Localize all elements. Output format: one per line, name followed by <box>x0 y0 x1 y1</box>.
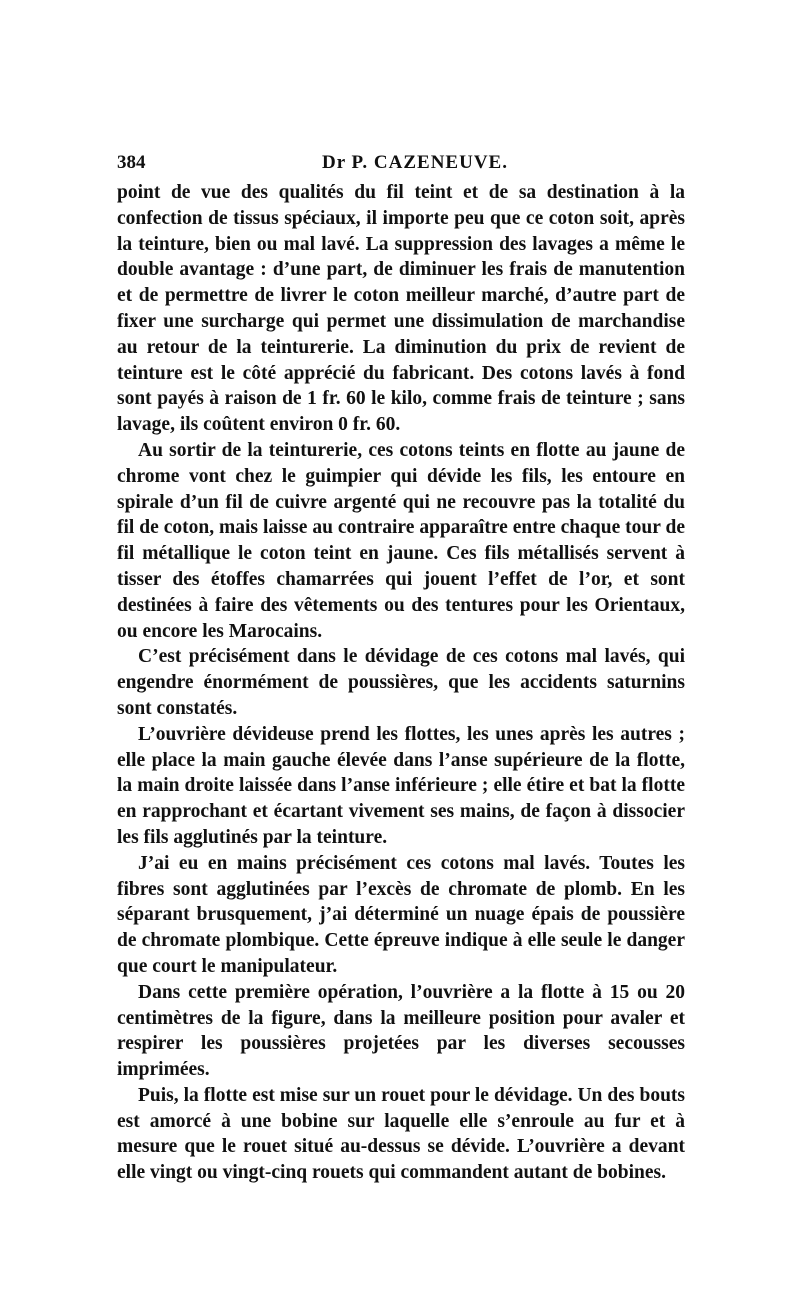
paragraph: Puis, la flotte est mise sur un rouet pour le dévidage. Un des bouts est amorcé à une bobine sur laquelle elle s’enroule au fur et à mesure que le rouet situé au-dessus se dévide. L’ouvrière a devant elle vingt ou vingt-cinq rouets qui commandent autant de bobines. <box>117 1084 685 1184</box>
paragraph: J’ai eu en mains précisément ces cotons mal lavés. Toutes les fibres sont agglutinées par l’excès de chromate de plomb. En les séparant brusquement, j’ai déterminé un nuage épais de poussière de chromate plombique. Cette épreuve indique à elle seule le danger que court le manipulateur. <box>117 852 685 977</box>
running-head <box>117 150 685 176</box>
paragraph: L’ouvrière dévideuse prend les flottes, les unes après les autres ; elle place la main gauche élevée dans l’anse supérieure de la flotte, la main droite laissée dans l’anse inférieure ; elle étire et bat la flotte en rapprochant et écartant vivement ses mains, de façon à dissocier les fils agglutinés par la teinture. <box>117 723 685 848</box>
paragraph-continued: point de vue des qualités du fil teint et de sa destination à la confection de tissus spéciaux, il importe peu que ce coton soit, après la teinture, bien ou mal lavé. La suppression des lavages a même le double avantage : d’une part, de diminuer les frais de manutention et de permettre de livrer le coton meilleur marché, d’autre part de fixer une surcharge qui permet une dissimulation de marchandise au retour de la teinturerie. La diminution du prix de revient de teinture est le côté apprécié du fabricant. Des cotons lavés à fond sont payés à raison de 1 fr. 60 le kilo, comme frais de teinture ; sans lavage, ils coûtent environ 0 fr. 60. <box>117 182 685 436</box>
paragraph: C’est précisément dans le dévidage de ces cotons mal lavés, qui engendre énormément de poussières, que les accidents saturnins sont constatés. <box>117 646 685 719</box>
running-head-author: Dr P. CAZENEUVE. <box>322 152 508 173</box>
body-text <box>117 180 685 1186</box>
paragraph: Au sortir de la teinturerie, ces cotons teints en flotte au jaune de chrome vont chez le guimpier qui dévide les fils, les entoure en spirale d’un fil de cuivre argenté qui ne recouvre pas la totalité du fil de coton, mais laisse au contraire apparaître entre chaque tour de fil métallique le coton teint en jaune. Ces fils métallisés servent à tisser des étoffes chamarrées qui jouent l’effet de l’or, et sont destinées à faire des vêtements ou des tentures pour les Orientaux, ou encore les Marocains. <box>117 439 685 642</box>
paragraph: Dans cette première opération, l’ouvrière a la flotte à 15 ou 20 centimètres de la figure, dans la meilleure position pour avaler et respirer les poussières projetées par les diverses secousses imprimées. <box>117 981 685 1081</box>
page-number: 384 <box>117 152 146 173</box>
